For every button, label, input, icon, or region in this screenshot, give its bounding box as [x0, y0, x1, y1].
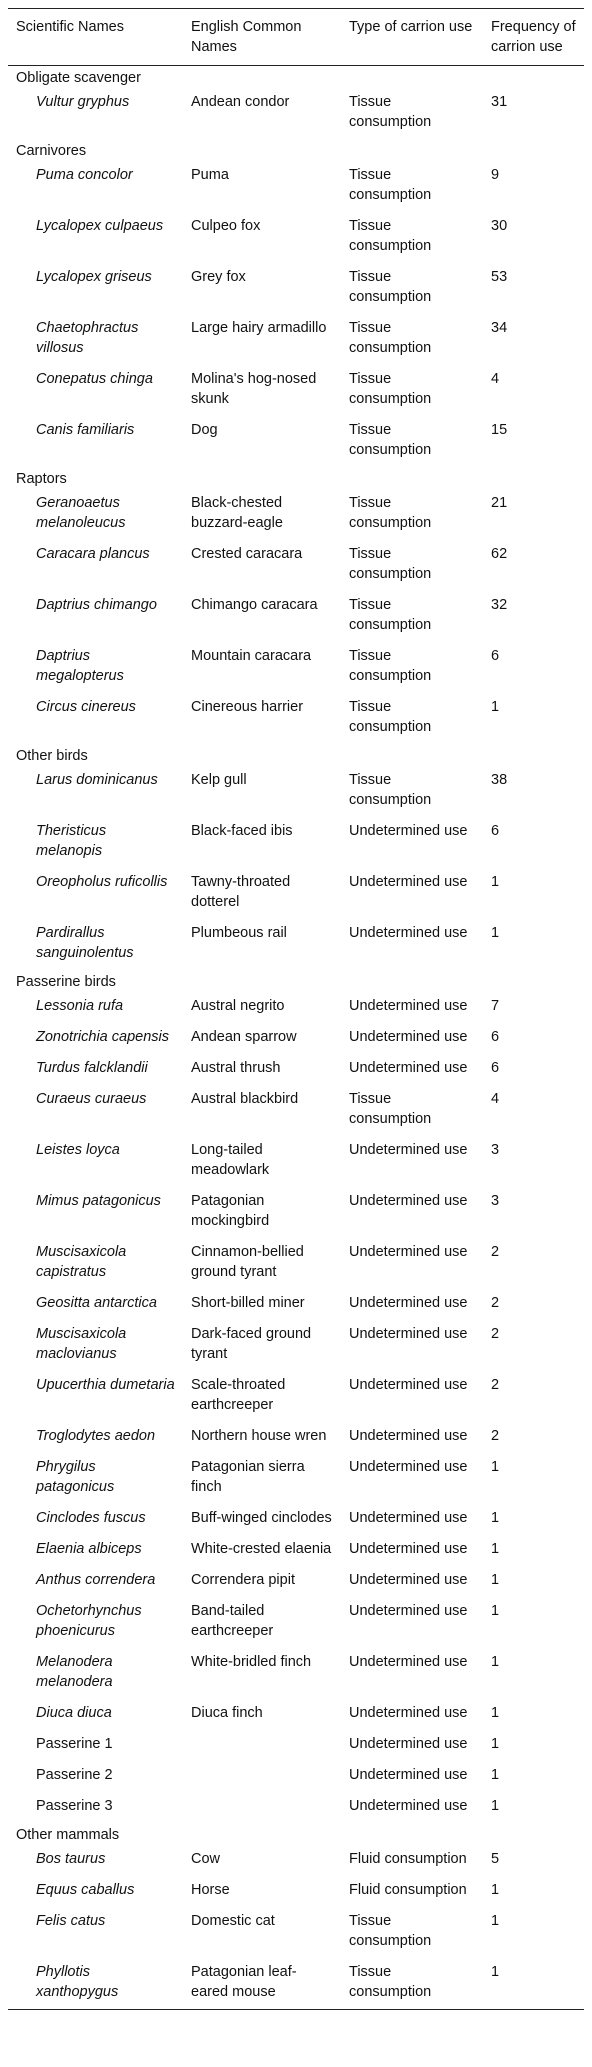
- scientific-name-cell: Troglodytes aedon: [36, 1428, 156, 1444]
- frequency-cell: 1: [491, 1705, 500, 1721]
- table-row: [8, 161, 584, 212]
- common-name-cell: Plumbeous rail: [191, 925, 287, 941]
- group-row: [8, 66, 584, 89]
- scientific-name-cell: Circus cinereus: [36, 699, 136, 715]
- common-name-cell: Grey fox: [191, 269, 246, 285]
- carrion-use-cell: Undetermined use: [349, 1142, 468, 1158]
- table-row: [8, 1371, 584, 1422]
- carrion-use-cell: Undetermined use: [349, 874, 468, 890]
- common-name-cell: Patagonian sierra finch: [191, 1459, 305, 1495]
- common-name-cell: Andean condor: [191, 94, 290, 110]
- common-name-cell: Horse: [191, 1882, 230, 1898]
- group-row: [8, 744, 584, 766]
- common-name-cell: [183, 1730, 341, 1761]
- header-row: [8, 9, 584, 66]
- table-row: [8, 88, 584, 139]
- scientific-name-cell: Daptrius megalopterus: [36, 648, 124, 684]
- scientific-name-cell: Theristicus melanopis: [36, 823, 107, 859]
- carrion-use-cell: Undetermined use: [349, 1428, 468, 1444]
- carrion-use-cell: Undetermined use: [349, 1572, 468, 1588]
- scientific-name-cell: Larus dominicanus: [36, 772, 158, 788]
- common-name-cell: Crested caracara: [191, 546, 303, 562]
- group-label: Passerine birds: [16, 974, 116, 990]
- table-row: [8, 591, 584, 642]
- table-row: [8, 1320, 584, 1371]
- scientific-name-cell: Vultur gryphus: [36, 94, 130, 110]
- frequency-cell: 1: [491, 699, 500, 715]
- table-row: [8, 212, 584, 263]
- common-name-cell: Diuca finch: [191, 1705, 263, 1721]
- common-name-cell: Long-tailed meadowlark: [191, 1142, 270, 1178]
- common-name-cell: Andean sparrow: [191, 1029, 297, 1045]
- scientific-name-cell: Equus caballus: [36, 1882, 135, 1898]
- table-row: [8, 1845, 584, 1876]
- header-scientific-names: Scientific Names: [16, 19, 124, 35]
- table-row: [8, 1187, 584, 1238]
- scientific-name-cell: Canis familiaris: [36, 422, 135, 438]
- carrion-use-cell: Tissue consumption: [349, 371, 432, 407]
- table-row: [8, 1566, 584, 1597]
- scientific-name-cell: Pardirallus sanguinolentus: [36, 925, 134, 961]
- scientific-name-cell: Phyllotis xanthopygus: [36, 1964, 119, 2000]
- table-row: [8, 1085, 584, 1136]
- common-name-cell: Band-tailed earthcreeper: [191, 1603, 274, 1639]
- carrion-use-cell: Undetermined use: [349, 1295, 468, 1311]
- frequency-cell: 2: [491, 1295, 500, 1311]
- frequency-cell: 9: [491, 167, 500, 183]
- table-row: [8, 365, 584, 416]
- frequency-cell: 15: [491, 422, 508, 438]
- table-row: [8, 642, 584, 693]
- table-row: [8, 1958, 584, 2010]
- table-row: [8, 416, 584, 467]
- scientific-name-cell: Passerine 2: [36, 1767, 113, 1783]
- common-name-cell: Northern house wren: [191, 1428, 327, 1444]
- frequency-cell: 34: [491, 320, 508, 336]
- header-english-common-names: English Common Names: [191, 19, 302, 55]
- common-name-cell: Black-faced ibis: [191, 823, 293, 839]
- carrion-use-cell: Tissue consumption: [349, 648, 432, 684]
- frequency-cell: 1: [491, 1541, 500, 1557]
- scientific-name-cell: Phrygilus patagonicus: [36, 1459, 115, 1495]
- carrion-use-cell: Undetermined use: [349, 1736, 468, 1752]
- group-label: Raptors: [16, 471, 67, 487]
- common-name-cell: Cow: [191, 1851, 221, 1867]
- table-row: [8, 263, 584, 314]
- group-label: Other mammals: [16, 1827, 120, 1843]
- frequency-cell: 6: [491, 648, 500, 664]
- scientific-name-cell: Zonotrichia capensis: [36, 1029, 169, 1045]
- common-name-cell: Chimango caracara: [191, 597, 318, 613]
- carrion-use-cell: Undetermined use: [349, 1510, 468, 1526]
- carrion-use-cell: Tissue consumption: [349, 546, 432, 582]
- frequency-cell: 53: [491, 269, 508, 285]
- frequency-cell: 1: [491, 1654, 500, 1670]
- scientific-name-cell: Upucerthia dumetaria: [36, 1377, 175, 1393]
- table-row: [8, 693, 584, 744]
- scientific-name-cell: Turdus falcklandii: [36, 1060, 148, 1076]
- carrion-use-cell: Tissue consumption: [349, 320, 432, 356]
- common-name-cell: Black-chested buzzard-eagle: [191, 495, 283, 531]
- frequency-cell: 1: [491, 1572, 500, 1588]
- carrion-use-cell: Undetermined use: [349, 1603, 468, 1619]
- scientific-name-cell: Geranoaetus melanoleucus: [36, 495, 126, 531]
- common-name-cell: Molina's hog-nosed skunk: [191, 371, 317, 407]
- carrion-use-cell: Tissue consumption: [349, 269, 432, 305]
- table-row: [8, 1876, 584, 1907]
- carrion-use-cell: Tissue consumption: [349, 422, 432, 458]
- table-row: [8, 1792, 584, 1823]
- frequency-cell: 7: [491, 998, 500, 1014]
- table-row: [8, 489, 584, 540]
- carrion-use-cell: Undetermined use: [349, 998, 468, 1014]
- scientific-name-cell: Cinclodes fuscus: [36, 1510, 146, 1526]
- common-name-cell: Scale-throated earthcreeper: [191, 1377, 286, 1413]
- frequency-cell: 1: [491, 925, 500, 941]
- frequency-cell: 2: [491, 1244, 500, 1260]
- frequency-cell: 32: [491, 597, 508, 613]
- carrion-use-cell: Fluid consumption: [349, 1851, 467, 1867]
- common-name-cell: Kelp gull: [191, 772, 247, 788]
- carrion-use-table: [8, 8, 584, 2010]
- common-name-cell: Dark-faced ground tyrant: [191, 1326, 312, 1362]
- table-row: [8, 1289, 584, 1320]
- common-name-cell: Domestic cat: [191, 1913, 275, 1929]
- table-row: [8, 1504, 584, 1535]
- carrion-use-cell: Undetermined use: [349, 1060, 468, 1076]
- scientific-name-cell: Lycalopex griseus: [36, 269, 152, 285]
- frequency-cell: 38: [491, 772, 508, 788]
- carrion-use-cell: Undetermined use: [349, 1326, 468, 1342]
- carrion-use-cell: Tissue consumption: [349, 699, 432, 735]
- scientific-name-cell: Bos taurus: [36, 1851, 106, 1867]
- frequency-cell: 4: [491, 371, 500, 387]
- frequency-cell: 1: [491, 1510, 500, 1526]
- scientific-name-cell: Mimus patagonicus: [36, 1193, 161, 1209]
- table-row: [8, 868, 584, 919]
- carrion-use-cell: Tissue consumption: [349, 94, 432, 130]
- table-row: [8, 992, 584, 1023]
- frequency-cell: 4: [491, 1091, 500, 1107]
- frequency-cell: 30: [491, 218, 508, 234]
- carrion-use-cell: Tissue consumption: [349, 167, 432, 203]
- table-row: [8, 1535, 584, 1566]
- frequency-cell: 1: [491, 1964, 500, 1980]
- frequency-cell: 1: [491, 1603, 500, 1619]
- scientific-name-cell: Ochetorhynchus phoenicurus: [36, 1603, 142, 1639]
- frequency-cell: 1: [491, 1913, 500, 1929]
- frequency-cell: 1: [491, 1798, 500, 1814]
- table-header: [8, 9, 584, 66]
- carrion-use-cell: Undetermined use: [349, 1705, 468, 1721]
- common-name-cell: Dog: [191, 422, 218, 438]
- table-row: [8, 817, 584, 868]
- scientific-name-cell: Leistes loyca: [36, 1142, 120, 1158]
- common-name-cell: Cinnamon-bellied ground tyrant: [191, 1244, 304, 1280]
- carrion-use-cell: Undetermined use: [349, 1377, 468, 1393]
- scientific-name-cell: Caracara plancus: [36, 546, 150, 562]
- carrion-use-cell: Tissue consumption: [349, 597, 432, 633]
- frequency-cell: 2: [491, 1326, 500, 1342]
- frequency-cell: 6: [491, 823, 500, 839]
- table-row: [8, 540, 584, 591]
- table-row: [8, 1761, 584, 1792]
- table-row: [8, 766, 584, 817]
- scientific-name-cell: Muscisaxicola maclovianus: [36, 1326, 127, 1362]
- common-name-cell: Patagonian leaf-eared mouse: [191, 1964, 297, 2000]
- table-row: [8, 1023, 584, 1054]
- frequency-cell: 2: [491, 1428, 500, 1444]
- carrion-use-cell: Undetermined use: [349, 1767, 468, 1783]
- carrion-use-cell: Undetermined use: [349, 1193, 468, 1209]
- carrion-use-cell: Undetermined use: [349, 1654, 468, 1670]
- scientific-name-cell: Muscisaxicola capistratus: [36, 1244, 127, 1280]
- frequency-cell: 6: [491, 1060, 500, 1076]
- scientific-name-cell: Conepatus chinga: [36, 371, 153, 387]
- scientific-name-cell: Anthus correndera: [36, 1572, 156, 1588]
- common-name-cell: [183, 1761, 341, 1792]
- carrion-use-cell: Tissue consumption: [349, 1913, 432, 1949]
- frequency-cell: 1: [491, 1767, 500, 1783]
- table-body: [8, 66, 584, 2010]
- group-row: [8, 1823, 584, 1845]
- scientific-name-cell: Passerine 3: [36, 1798, 113, 1814]
- common-name-cell: Correndera pipit: [191, 1572, 295, 1588]
- frequency-cell: 1: [491, 1736, 500, 1752]
- scientific-name-cell: Lessonia rufa: [36, 998, 124, 1014]
- carrion-use-cell: Undetermined use: [349, 1541, 468, 1557]
- common-name-cell: Tawny-throated dotterel: [191, 874, 291, 910]
- scientific-name-cell: Daptrius chimango: [36, 597, 157, 613]
- carrion-use-cell: Undetermined use: [349, 925, 468, 941]
- frequency-cell: 1: [491, 874, 500, 890]
- frequency-cell: 21: [491, 495, 508, 511]
- frequency-cell: 6: [491, 1029, 500, 1045]
- scientific-name-cell: Diuca diuca: [36, 1705, 112, 1721]
- scientific-name-cell: Melanodera melanodera: [36, 1654, 113, 1690]
- group-label: Carnivores: [16, 143, 87, 159]
- scientific-name-cell: Felis catus: [36, 1913, 106, 1929]
- table-row: [8, 1238, 584, 1289]
- table-row: [8, 1597, 584, 1648]
- carrion-use-cell: Tissue consumption: [349, 1964, 432, 2000]
- carrion-use-cell: Undetermined use: [349, 1459, 468, 1475]
- carrion-use-cell: Tissue consumption: [349, 1091, 432, 1127]
- frequency-cell: 3: [491, 1193, 500, 1209]
- table-row: [8, 1453, 584, 1504]
- table-row: [8, 1730, 584, 1761]
- table-row: [8, 1699, 584, 1730]
- group-label: Other birds: [16, 748, 88, 764]
- common-name-cell: Mountain caracara: [191, 648, 312, 664]
- carrion-use-cell: Tissue consumption: [349, 495, 432, 531]
- common-name-cell: White-bridled finch: [191, 1654, 312, 1670]
- table-row: [8, 1907, 584, 1958]
- common-name-cell: Short-billed miner: [191, 1295, 305, 1311]
- common-name-cell: Large hairy armadillo: [191, 320, 327, 336]
- table-row: [8, 1648, 584, 1699]
- scientific-name-cell: Geositta antarctica: [36, 1295, 157, 1311]
- table-row: [8, 314, 584, 365]
- table-row: [8, 1422, 584, 1453]
- frequency-cell: 1: [491, 1882, 500, 1898]
- carrion-use-cell: Tissue consumption: [349, 772, 432, 808]
- group-label: Obligate scavenger: [16, 70, 141, 86]
- common-name-cell: Patagonian mockingbird: [191, 1193, 270, 1229]
- carrion-use-cell: Fluid consumption: [349, 1882, 467, 1898]
- group-row: [8, 970, 584, 992]
- scientific-name-cell: Oreopholus ruficollis: [36, 874, 168, 890]
- common-name-cell: Cinereous harrier: [191, 699, 304, 715]
- common-name-cell: [183, 1792, 341, 1823]
- carrion-use-cell: Undetermined use: [349, 823, 468, 839]
- carrion-use-cell: Undetermined use: [349, 1798, 468, 1814]
- scientific-name-cell: Passerine 1: [36, 1736, 113, 1752]
- frequency-cell: 5: [491, 1851, 500, 1867]
- common-name-cell: Austral negrito: [191, 998, 285, 1014]
- common-name-cell: Puma: [191, 167, 229, 183]
- frequency-cell: 62: [491, 546, 508, 562]
- group-row: [8, 139, 584, 161]
- scientific-name-cell: Curaeus curaeus: [36, 1091, 147, 1107]
- carrion-use-cell: Undetermined use: [349, 1029, 468, 1045]
- common-name-cell: Austral thrush: [191, 1060, 281, 1076]
- header-type-of-carrion-use: Type of carrion use: [349, 19, 473, 35]
- header-frequency-of-carrion-use: Frequency of carrion use: [491, 19, 576, 55]
- frequency-cell: 2: [491, 1377, 500, 1393]
- frequency-cell: 31: [491, 94, 508, 110]
- carrion-use-cell: Tissue consumption: [349, 218, 432, 254]
- table-row: [8, 1136, 584, 1187]
- table-row: [8, 919, 584, 970]
- common-name-cell: Buff-winged cinclodes: [191, 1510, 332, 1526]
- scientific-name-cell: Lycalopex culpaeus: [36, 218, 164, 234]
- table-row: [8, 1054, 584, 1085]
- frequency-cell: 1: [491, 1459, 500, 1475]
- carrion-use-cell: Undetermined use: [349, 1244, 468, 1260]
- common-name-cell: Culpeo fox: [191, 218, 261, 234]
- scientific-name-cell: Chaetophractus villosus: [36, 320, 139, 356]
- scientific-name-cell: Puma concolor: [36, 167, 133, 183]
- group-row: [8, 467, 584, 489]
- frequency-cell: 3: [491, 1142, 500, 1158]
- common-name-cell: Austral blackbird: [191, 1091, 299, 1107]
- scientific-name-cell: Elaenia albiceps: [36, 1541, 142, 1557]
- common-name-cell: White-crested elaenia: [191, 1541, 332, 1557]
